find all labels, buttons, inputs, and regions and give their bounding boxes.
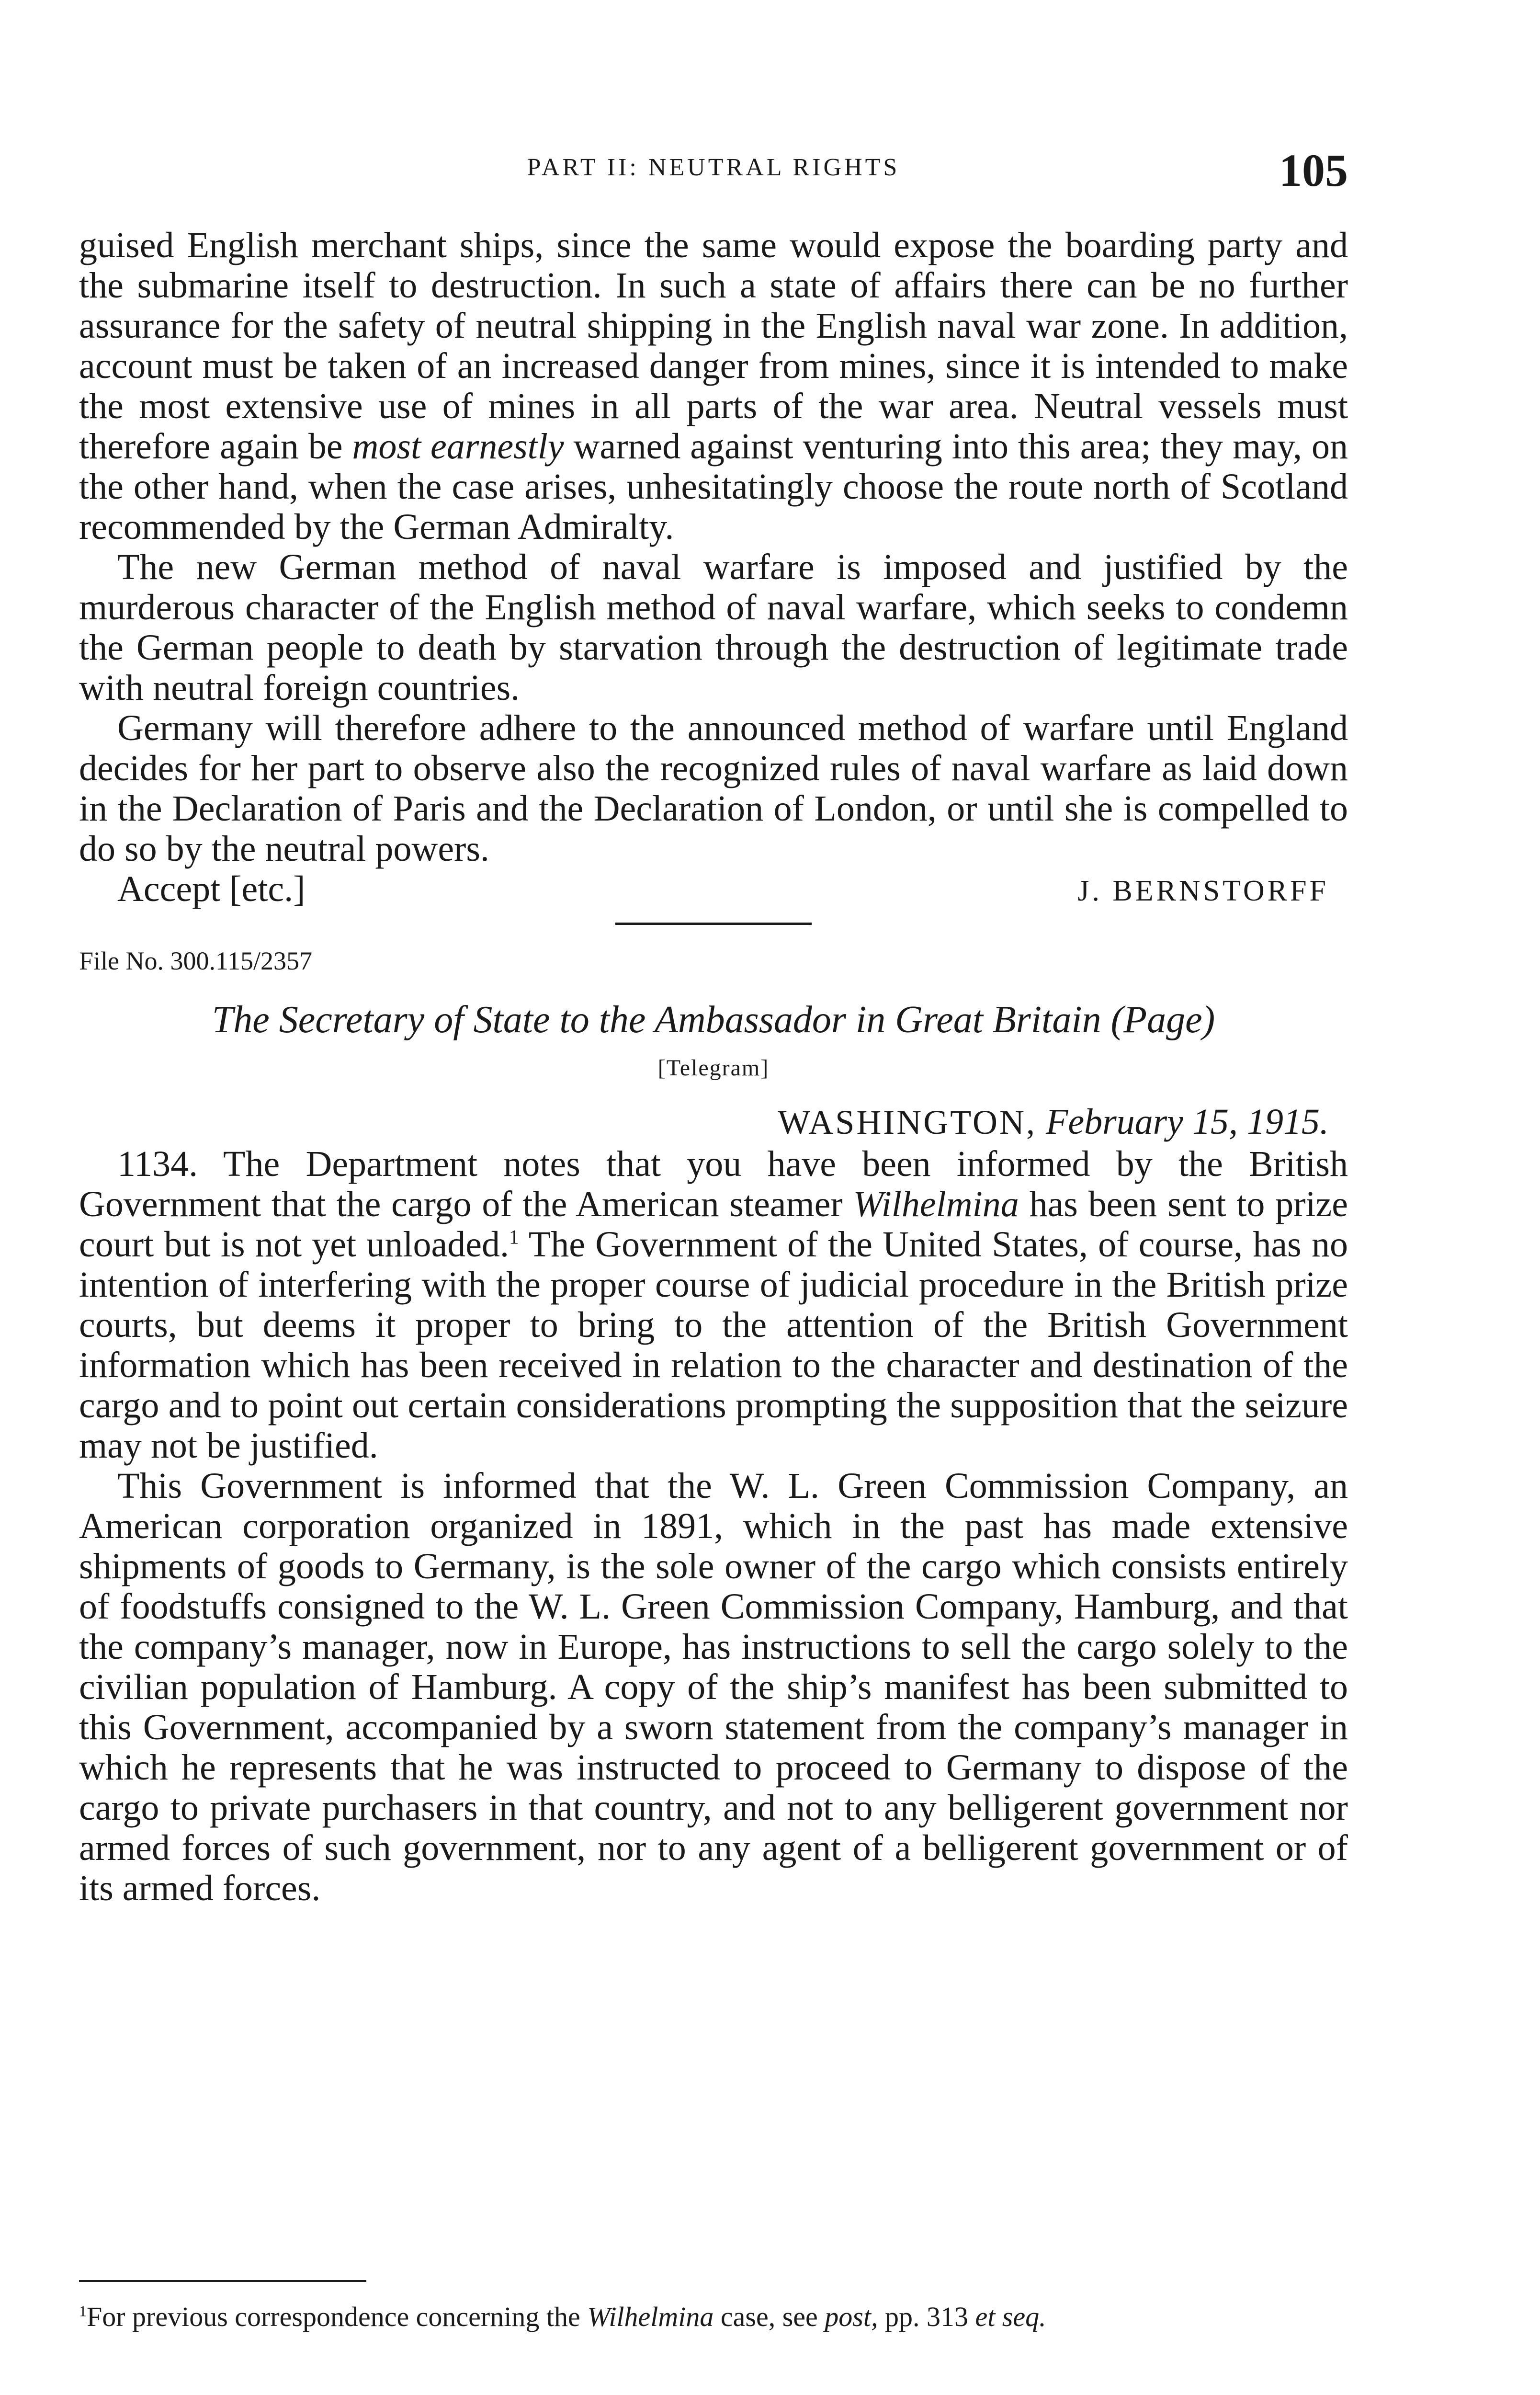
- dateline-place: WASHINGTON,: [778, 1103, 1037, 1141]
- title-recipient: (Page): [1110, 999, 1215, 1041]
- document-title: The Secretary of State to the Ambassador in Great Britain (Page): [212, 999, 1215, 1041]
- ship-name: Wilhelmina: [853, 1184, 1019, 1224]
- file-number: File No. 300.115/2357: [79, 947, 313, 975]
- section-divider: [615, 923, 812, 925]
- running-head: PART II: NEUTRAL RIGHTS: [527, 154, 900, 181]
- page-header: [79, 144, 1348, 201]
- letter-paragraph: The new German method of naval warfare is imposed and justified by the murderous character of the English method of naval warfare, which seeks to condemn the German people to death by starvation through the destruction of legitimate trade with neutral foreign countries.: [79, 547, 1348, 708]
- letter-paragraph: Germany will therefore adhere to the announced method of warfare until England decides for her part to observe also the recognized rules of naval warfare as laid down in the Declaration of Paris and the Declaration of London, or until she is compelled to do so by the neutral powers.: [79, 708, 1348, 869]
- dateline-date: February 15, 1915.: [1045, 1102, 1329, 1142]
- document-page: [79, 0, 1348, 2395]
- telegram-paragraph: This Government is informed that the W. L. Green Commission Company, an American corporation organized in 1891, which in the past has made extensive shipments of goods to Germany, is the sole owner of the cargo which consists entirely of foodstuffs consigned to the W. L. Green Commission Company, Hamburg, and that the company’s manager, now in Europe, has instructions to sell the cargo solely to the civilian population of Hamburg. A copy of the ship’s manifest has been submitted to this Government, accompanied by a sworn statement from the company’s manager in which he represents that he was instructed to proceed to Germany to dispose of the cargo to private purchasers in that country, and not to any belligerent government nor armed forces of such government, nor to any agent of a belligerent government or of its armed forces.: [79, 1466, 1348, 1908]
- dateline: [79, 1100, 1329, 1144]
- letter-paragraph-continued: guised English merchant ships, since the same would expose the boarding party and the submarine itself to destruction. In such a state of affairs there can be no further assurance for the safety of neutral shipping in the English naval war zone. In addition, account must be taken of an increased danger from mines, since it is intended to make the most extensive use of mines in all parts of the war area. Neutral vessels must therefore again be most earnestly warned against venturing into this area; they may, on the other hand, when the case arises, unhesitatingly choose the route north of Scotland recommended by the German Admiralty.: [79, 225, 1348, 547]
- footnote: $^1$For previous correspondence concerning the Wilhelmina case, see post, pp. 313 et seq.: [79, 2301, 1046, 2332]
- footnote-divider: [79, 2280, 366, 2282]
- letter-closing: [79, 869, 1348, 909]
- emphasis-text: most earnestly: [352, 426, 564, 467]
- footnote-reference[interactable]: 1: [509, 1226, 519, 1249]
- signature: J. BERNSTORFF: [1077, 875, 1329, 907]
- page-number: 105: [1279, 145, 1348, 196]
- closing-formula: Accept [etc.]: [117, 869, 306, 909]
- telegram-paragraph: 1134. The Department notes that you have been informed by the British Government that the cargo of the American steamer Wilhelmina has been sent to prize court but is not yet unloaded.$^1$ The Government of the United States, of course, has no intention of interfering with the proper course of judicial procedure in the British prize courts, but deems it proper to bring to the attention of the British Government information which has been received in relation to the character and destination of the cargo and to point out certain considerations prompting the supposition that the seizure may not be justified.: [79, 1144, 1348, 1466]
- document-type: [Telegram]: [657, 1055, 770, 1081]
- body-text: [79, 225, 1348, 1908]
- footnote-marker: 1: [79, 2303, 87, 2320]
